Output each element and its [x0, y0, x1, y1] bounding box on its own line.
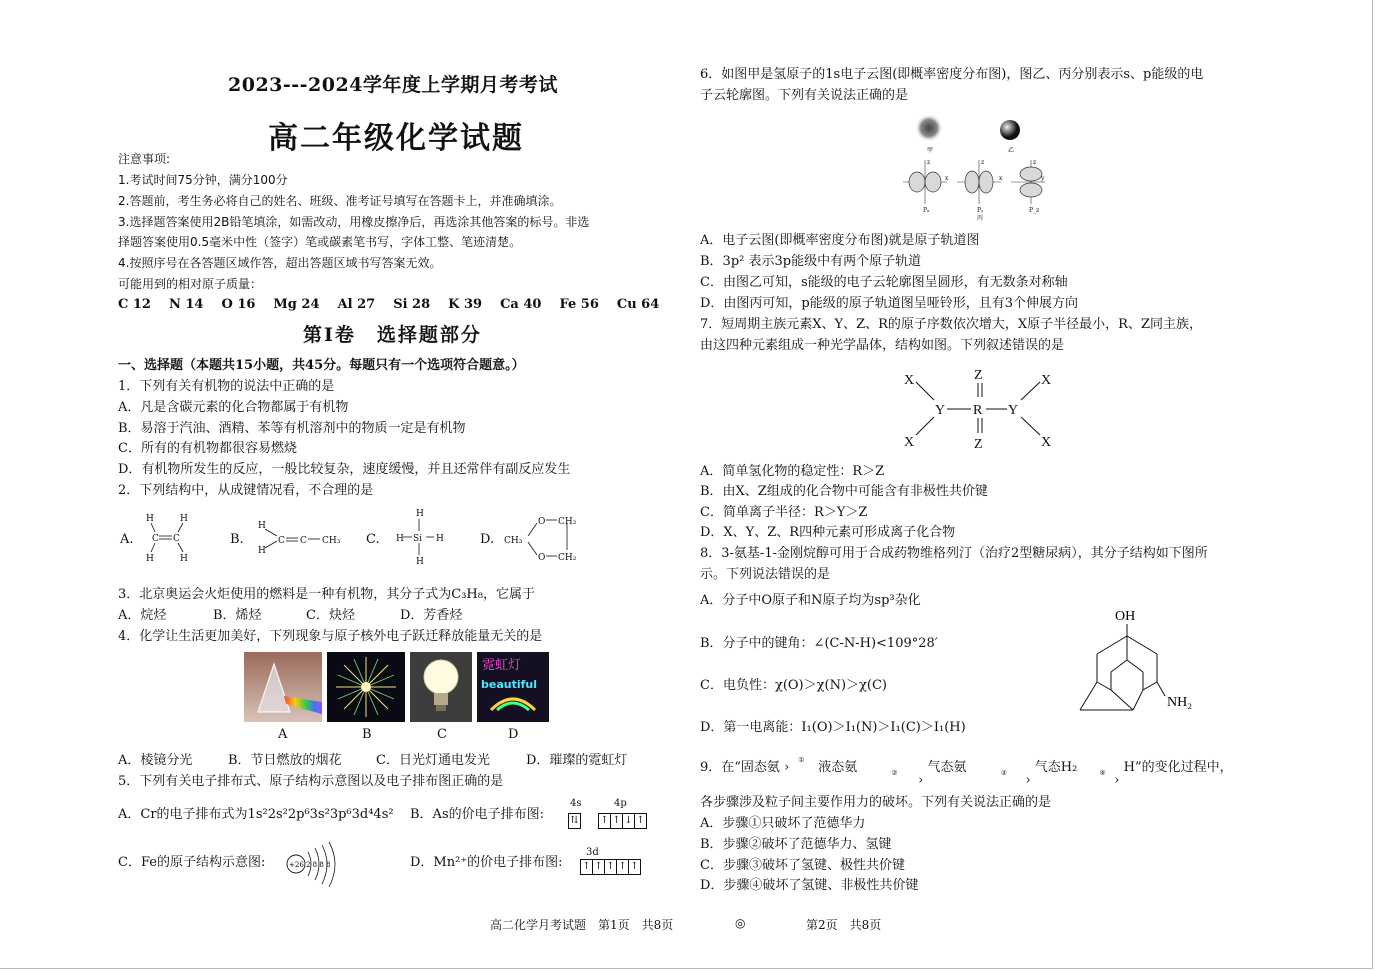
q6-option-a: A．电子云图(即概率密度分布图)就是原子轨道图	[700, 233, 980, 248]
q2-label-a: A.	[120, 532, 134, 547]
orbital-figure	[895, 112, 1045, 222]
q4-stem: 4．化学让生活更加美好，下列现象与原子核外电子跃迁释放能量无关的是	[118, 629, 543, 644]
axis-z: z	[1033, 159, 1037, 166]
exam-subject-title: 高二年级化学试题	[268, 121, 524, 156]
q1-stem: 1．下列有关有机物的说法中正确的是	[118, 379, 335, 394]
q4-option-b: B．节日燃放的烟花	[228, 753, 342, 768]
q9-state-2: 液态氨	[818, 760, 858, 775]
p-label: P_z	[1029, 207, 1040, 214]
mass-item: N 14	[168, 297, 204, 312]
q5-option-d: D．Mn²⁺的价电子排布图:	[410, 855, 563, 870]
atom-c: C	[278, 536, 285, 546]
neon-text: beautiful	[481, 678, 538, 691]
q6-stem: 6．如图甲是氢原子的1s电子云图(即概率密度分布图)，图乙、丙分别表示s、p能级的电	[700, 67, 1204, 82]
q8-option-a: A．分子中O原子和N原子均为sp³杂化	[700, 593, 921, 608]
arrow-step-1: ① ›	[784, 758, 814, 778]
axis-z: z	[927, 159, 931, 166]
atom-ch3: CH₃	[504, 536, 523, 546]
q7-option-b: B．由X、Z组成的化合物中可能含有非极性共价键	[700, 484, 988, 499]
notice-item: 4.按照序号在各答题区域作答，超出答题区域书写答案无效。	[118, 256, 442, 270]
q8-stem-cont: 示。下列说法错误的是	[700, 567, 831, 582]
atom-h: H	[436, 534, 444, 544]
mass-item: Fe 56	[559, 297, 599, 312]
atom-o: O	[538, 553, 546, 563]
atom-x: X	[904, 373, 915, 388]
orbital-box-4s: ⇅	[568, 812, 581, 829]
q2-structures	[118, 510, 588, 570]
atom-c: C	[152, 534, 159, 544]
structure-b	[250, 510, 350, 566]
electron-cloud-1s	[915, 114, 943, 142]
lightbulb-photo	[410, 652, 472, 722]
atom-h: H	[258, 546, 266, 556]
atom-x: X	[1041, 373, 1052, 388]
q2-label-c: C.	[366, 532, 380, 547]
axis-x: x	[945, 175, 949, 182]
nucleus-charge: +26	[289, 861, 304, 869]
atom-x: X	[1041, 435, 1052, 450]
q2-label-d: D.	[480, 532, 495, 547]
atom-h: H	[396, 534, 404, 544]
arrow-step-label: ①	[798, 756, 805, 764]
fig-label-bing: 丙	[977, 215, 984, 222]
q9-option-a: A．步骤①只破坏了范德华力	[700, 816, 866, 831]
q5-stem: 5．下列有关电子排布式、原子结构示意图以及电子排布图正确的是	[118, 774, 504, 789]
orbital-box-3d: ↑ ↑ ↑ ↑ ↑	[580, 858, 641, 875]
p-label: Pₓ	[923, 207, 930, 214]
atom-y: Y	[935, 403, 946, 418]
q9-stem-cont: 各步骤涉及粒子间主要作用力的破坏。下列有关说法正确的是	[700, 795, 1052, 810]
label-4p: 4p	[614, 798, 627, 809]
mass-item: Mg 24	[273, 297, 320, 312]
structure-a	[140, 510, 200, 566]
structure-d	[502, 510, 592, 566]
q6-stem-cont: 子云轮廓图。下列有关说法正确的是	[700, 88, 909, 103]
neon-text: 霓虹灯	[482, 658, 522, 673]
footer-left-page: 高二化学月考试题 第1页 共8页	[490, 918, 674, 932]
axis-z: z	[981, 159, 985, 166]
arrow-step-label: ③	[1000, 769, 1007, 777]
q7-option-c: C．简单离子半径：R＞Y＞Z	[700, 505, 868, 520]
mass-item: Cu 64	[616, 297, 660, 312]
q2-label-b: B.	[230, 532, 244, 547]
adamantanol-structure	[1075, 602, 1215, 714]
q8-option-b: B．分子中的键角：∠(C-N-H)<109°28′	[700, 636, 938, 651]
q4-option-d: D．璀璨的霓虹灯	[526, 753, 628, 768]
p-label: Pᵧ	[977, 207, 984, 214]
q7-stem: 7．短周期主族元素X、Y、Z、R的原子序数依次增大，X原子半径最小，R、Z同主族，	[700, 317, 1203, 332]
mass-item: Si 28	[393, 297, 431, 312]
arrow-step-label: ④	[1099, 769, 1106, 777]
q3-option-b: B．烯烃	[213, 608, 262, 623]
arrow-step-label: ②	[891, 769, 898, 777]
crystal-structure	[900, 362, 1060, 454]
prism-photo	[244, 652, 322, 722]
q4-option-a: A．棱镜分光	[118, 753, 193, 768]
q7-option-a: A．简单氢化物的稳定性：R＞Z	[700, 464, 885, 479]
atom-h: H	[146, 514, 154, 524]
label-4s: 4s	[570, 798, 582, 809]
atom-h: H	[180, 514, 188, 524]
shell-electrons: 2 8 8 8	[306, 861, 331, 869]
q8-stem: 8．3-氨基-1-金刚烷醇可用于合成药物维格列汀（治疗2型糖尿病），其分子结构如下图所	[700, 546, 1208, 561]
q5-option-a: A．Cr的电子排布式为1s²2s²2p⁶3s²3p⁶3d⁴4s²	[118, 807, 394, 822]
fireworks-photo	[327, 652, 405, 722]
atom-z: Z	[974, 437, 983, 452]
mass-item: Al 27	[337, 297, 376, 312]
axis-y: y	[1041, 175, 1045, 182]
q1-option-b: B．易溶于汽油、酒精、苯等有机溶剂中的物质一定是有机物	[118, 421, 466, 436]
q6-option-d: D．由图丙可知，p能级的原子轨道图呈哑铃形，且有3个伸展方向	[700, 296, 1079, 311]
atom-z: Z	[974, 368, 983, 383]
atomic-mass-label: 可能用到的相对原子质量：	[118, 277, 263, 291]
q9-stem: 9．在“固态氨 ① › 液态氨 ② › 气态氨 ③ › 气态H₂ ④ › H”的变化过程中，	[700, 758, 1233, 778]
atom-c: C	[173, 534, 180, 544]
atom-h: H	[258, 521, 266, 531]
q7-stem-cont: 由这四种元素组成一种光学晶体，结构如图。下列叙述错误的是	[700, 338, 1065, 353]
q9-state-3: 气态氨	[927, 760, 967, 775]
q3-option-c: C．炔烃	[306, 608, 355, 623]
notice-item: 择题答案使用0.5毫米中性（签字）笔或碳素笔书写，字体工整、笔迹清楚。	[118, 235, 522, 249]
footer-mark: ◎	[735, 916, 746, 930]
q9-option-d: D．步骤④破坏了氢键、非极性共价键	[700, 878, 919, 893]
atom-si: Si	[413, 534, 423, 544]
amino-label: NH₂	[1167, 695, 1193, 710]
q8-option-d: D．第一电离能：I₁(O)＞I₁(N)＞I₁(C)＞I₁(H)	[700, 720, 966, 735]
fe-atom-diagram	[284, 840, 344, 890]
atom-h: H	[146, 554, 154, 564]
label-3d: 3d	[586, 847, 599, 858]
notice-item: 3.选择题答案使用2B铅笔填涂，如需改动，用橡皮擦净后，再选涂其他答案的标号。非选	[118, 215, 590, 229]
atom-y: Y	[1008, 403, 1019, 418]
q9-state-5: H”的变化过程中，	[1123, 760, 1233, 775]
hydroxyl-label: OH	[1115, 609, 1136, 624]
s-orbital-ball	[1000, 120, 1020, 140]
q6-option-c: C．由图乙可知，s能级的电子云轮廓图呈圆形，有无数条对称轴	[700, 275, 1068, 290]
q3-option-d: D．芳香烃	[400, 608, 463, 623]
mass-item: O 16	[221, 297, 256, 312]
q9-state-1: 9．在“固态氨	[700, 760, 780, 775]
q9-option-c: C．步骤③破坏了氢键、极性共价键	[700, 858, 905, 873]
q6-option-b: B．3p² 表示3p能级中有两个原子轨道	[700, 254, 922, 269]
q1-option-d: D．有机物所发生的反应，一般比较复杂，速度缓慢，并且还常伴有副反应发生	[118, 462, 571, 477]
axis-x: x	[999, 175, 1003, 182]
structure-c	[388, 504, 458, 566]
fig-label-yi: 乙	[1008, 147, 1015, 154]
atom-ch2: CH₂	[558, 517, 577, 527]
atom-h: H	[180, 554, 188, 564]
photo-label-c: C	[437, 727, 447, 742]
q4-option-c: C．日光灯通电发光	[376, 753, 490, 768]
orbital-box-4p: ↑ ↑ ↓ ↑	[598, 812, 647, 829]
photo-label-a: A	[278, 727, 288, 742]
atom-h: H	[416, 557, 424, 566]
q1-option-c: C．所有的有机物都很容易燃烧	[118, 441, 297, 456]
photo-label-b: B	[362, 727, 372, 742]
section-instruction: 一、选择题（本题共15小题，共45分。每题只有一个选项符合题意。）	[118, 358, 525, 373]
q2-stem: 2．下列结构中，从成键情况看，不合理的是	[118, 483, 374, 498]
q5-option-b: B．As的价电子排布图:	[410, 807, 544, 822]
fig-label-jia: 甲	[927, 147, 934, 154]
q3-option-a: A．烷烃	[118, 608, 167, 623]
atom-r: R	[973, 403, 983, 418]
q9-state-4: 气态H₂	[1034, 760, 1078, 775]
notice-item: 1.考试时间75分钟，满分100分	[118, 173, 288, 187]
q5-option-c: C．Fe的原子结构示意图:	[118, 855, 266, 870]
atom-ch3: CH₃	[322, 536, 341, 546]
mass-item: Ca 40	[500, 297, 542, 312]
photo-label-d: D	[508, 727, 519, 742]
q9-option-b: B．步骤②破坏了范德华力、氢键	[700, 837, 892, 852]
q1-option-a: A．凡是含碳元素的化合物都属于有机物	[118, 400, 349, 415]
mass-item: K 39	[448, 297, 483, 312]
section-title: 第Ⅰ卷 选择题部分	[303, 324, 482, 346]
q3-stem: 3．北京奥运会火炬使用的燃料是一种有机物，其分子式为C₃H₈，它属于	[118, 587, 535, 602]
neon-sign-photo	[477, 652, 549, 722]
atom-o: O	[538, 517, 546, 527]
notice-heading: 注意事项:	[118, 152, 171, 166]
atom-h: H	[416, 509, 424, 519]
footer-right-page: 第2页 共8页	[806, 918, 882, 932]
atom-ch2: CH₂	[558, 553, 577, 563]
q8-option-c: C．电负性：χ(O)＞χ(N)＞χ(C)	[700, 678, 887, 693]
atom-x: X	[904, 435, 915, 450]
atom-c: C	[300, 536, 307, 546]
notice-item: 2.答题前，考生务必将自己的姓名、班级、准考证号填写在答题卡上，并准确填涂。	[118, 194, 562, 208]
atomic-mass-list	[118, 297, 677, 312]
q7-option-d: D．X、Y、Z、R四种元素可形成离子化合物	[700, 525, 956, 540]
exam-year-title: 2023---2024学年度上学期月考考试	[228, 74, 558, 96]
mass-item: C 12	[118, 297, 151, 312]
